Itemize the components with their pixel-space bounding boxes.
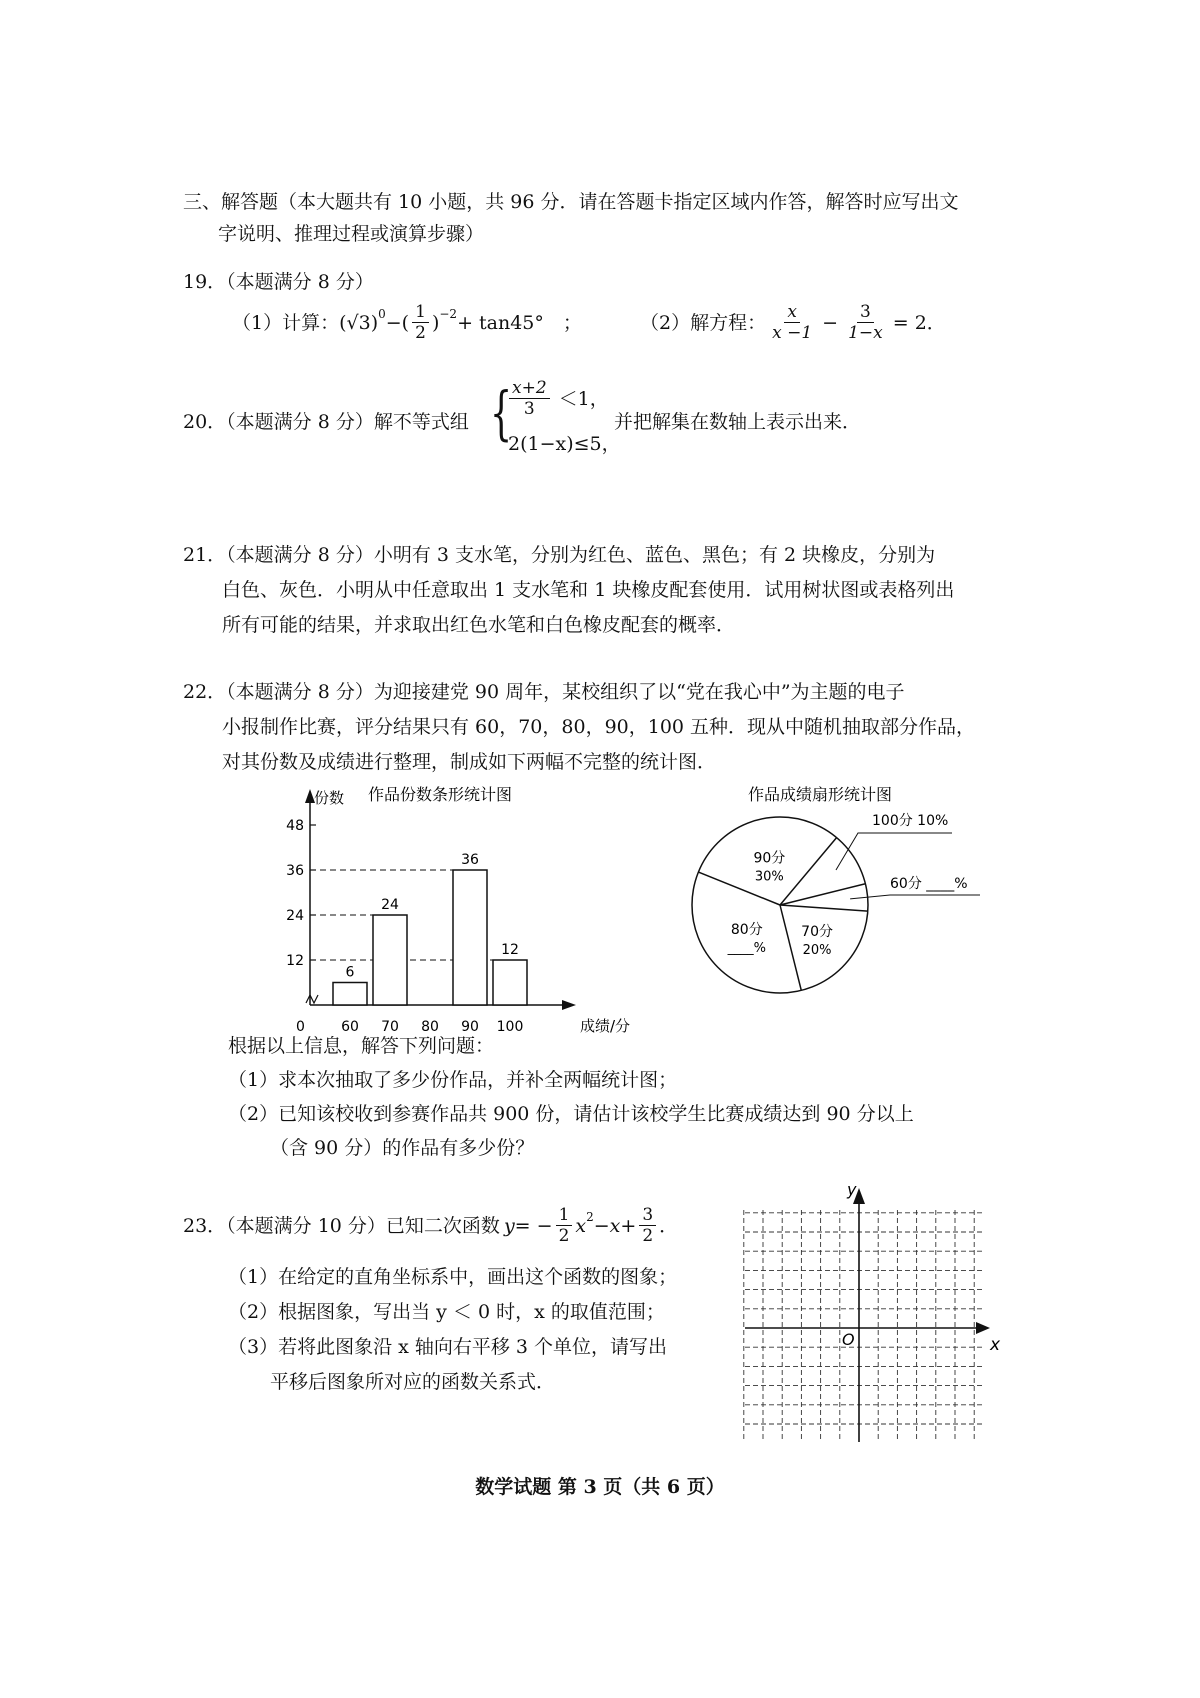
pie-callout-60 <box>850 895 980 899</box>
q20-ineq1-num: x+2 <box>509 378 550 399</box>
pie-chart-plot <box>692 813 980 993</box>
section-heading-line1: 三、解答题（本大题共有 10 小题，共 96 分．请在答题卡指定区域内作答，解答时应写出文 <box>183 191 959 213</box>
q19-number: 19．（本题满分 8 分） <box>183 271 374 293</box>
bar-origin-label: 0 <box>296 1019 305 1035</box>
bar-value-label: 36 <box>461 852 479 868</box>
bar-100 <box>493 960 527 1005</box>
origin-label: O <box>842 1330 855 1349</box>
q23-frac2 <box>639 1205 656 1246</box>
q22-line3: 对其份数及成绩进行整理，制成如下两幅不完整的统计图． <box>222 751 717 773</box>
bar-category-label: 80 <box>421 1019 439 1035</box>
q19-p2-label: （2）解方程： <box>640 311 767 334</box>
pie-label-80: 80分 <box>730 921 763 938</box>
pie-chart-title: 作品成绩扇形统计图 <box>747 785 893 804</box>
q23-mid: −x+ <box>593 1214 637 1237</box>
bar-ytick-label: 24 <box>286 908 304 924</box>
pie-pct-70: 20% <box>802 943 832 959</box>
q23-lead: 23．（本题满分 10 分）已知二次函数 <box>183 1214 500 1237</box>
bar-90 <box>453 870 487 1005</box>
q19-p1-label: （1）计算： <box>232 311 340 334</box>
q20-ineq1-tail: ＜1， <box>558 387 609 410</box>
pie-chart <box>680 775 980 1015</box>
bar-category-label: 70 <box>381 1019 399 1035</box>
q22-sub2b: （含 90 分）的作品有多少份？ <box>270 1137 535 1159</box>
q21-line3: 所有可能的结果，并求取出红色水笔和白色橡皮配套的概率． <box>222 614 736 636</box>
bar-value-label: 24 <box>381 897 399 913</box>
bar-60 <box>333 983 367 1006</box>
q23-end: ． <box>659 1214 679 1237</box>
q19-p2-minus: − <box>822 311 839 334</box>
q19-p2-f1-num: x <box>784 302 800 323</box>
q20-ineq2: 2(1−x)≤5， <box>508 433 621 455</box>
q23-f2-den: 2 <box>642 1226 654 1246</box>
q20-ineq1-den: 3 <box>523 399 535 419</box>
section-heading-line2: 字说明、推理过程或演算步骤） <box>218 223 485 245</box>
q19-p1-sqrt: (√3) <box>339 311 379 334</box>
bar-70 <box>373 915 407 1005</box>
bar-value-label: 6 <box>345 964 355 981</box>
q19-p2-frac1 <box>769 302 815 343</box>
q19-p1-tan: + tan45° ； <box>457 311 582 334</box>
q20-brace: { <box>490 379 513 447</box>
bar-axis-break <box>306 995 318 1003</box>
q19-p2-f2-num: 3 <box>857 302 874 323</box>
bar-chart <box>270 775 631 1035</box>
q20-ineq1 <box>506 378 609 419</box>
q21-line2: 白色、灰色．小明从中任意取出 1 支水笔和 1 块橡皮配套使用．试用树状图或表格列出 <box>222 579 955 601</box>
q22-sub1: （1）求本次抽取了多少份作品，并补全两幅统计图； <box>228 1069 678 1091</box>
bar-category-label: 100 <box>496 1019 524 1035</box>
q22-line2: 小报制作比赛，评分结果只有 60，70，80，90，100 五种．现从中随机抽取部分作品， <box>222 716 976 738</box>
page-footer: 数学试题 第 3 页（共 6 页） <box>475 1476 725 1498</box>
pie-label-70: 70分 <box>801 924 833 941</box>
bar-chart-title: 作品份数条形统计图 <box>367 785 513 804</box>
q19-p2-tail: = 2． <box>892 311 946 334</box>
q19-p1-fraction <box>412 302 429 343</box>
q19-p2-frac2 <box>845 302 886 343</box>
q20-lead: 20．（本题满分 8 分）解不等式组 <box>183 411 469 433</box>
q23-lead-line <box>183 1205 678 1246</box>
q19-p2-f1-den: x −1 <box>772 323 813 343</box>
bar-x-arrow <box>562 1000 576 1010</box>
pie-label-60: 60分 ____% <box>890 876 968 892</box>
q19-p1-frac-num: 1 <box>412 302 429 323</box>
bar-value-label: 12 <box>501 942 519 958</box>
q19-p1-frac-den: 2 <box>415 323 426 343</box>
q21-line1: 21．（本题满分 8 分）小明有 3 支水笔，分别为红色、蓝色、黑色；有 2 块橡皮，分别为 <box>183 544 936 566</box>
q23-f1-den: 2 <box>558 1226 570 1246</box>
q22-line1: 22．（本题满分 8 分）为迎接建党 90 周年，某校组织了以“党在我心中”为主题的电子 <box>183 681 905 703</box>
q19-p1-exp: −2 <box>439 307 458 321</box>
q23-sub1: （1）在给定的直角坐标系中，画出这个函数的图象； <box>228 1266 678 1288</box>
bar-category-label: 90 <box>461 1019 479 1035</box>
q23-sub3b: 平移后图象所对应的函数关系式． <box>270 1371 556 1393</box>
bar-ytick-label: 48 <box>286 818 304 834</box>
grid-lines <box>744 1210 985 1442</box>
q19-p1-exp0: 0 <box>378 307 386 321</box>
bar-xlabel: 成绩/分 <box>580 1017 631 1035</box>
q19-part2 <box>640 302 946 343</box>
bar-category-label: 60 <box>341 1019 359 1035</box>
q22-info: 根据以上信息，解答下列问题： <box>228 1035 495 1057</box>
q23-sub2: （2）根据图象，写出当 y ＜ 0 时，x 的取值范围； <box>228 1301 665 1323</box>
q19-p1-minus: −( <box>385 311 410 334</box>
q19-p1-paren: ) <box>431 311 440 334</box>
pie-label-90: 90分 <box>753 850 786 867</box>
q20-ineq1-frac <box>509 378 550 419</box>
bar-ytick-label: 36 <box>286 863 304 879</box>
q23-sub3a: （3）若将此图象沿 x 轴向右平移 3 个单位，请写出 <box>228 1336 668 1358</box>
q23-frac1 <box>556 1205 573 1246</box>
bar-ytick-label: 12 <box>286 953 304 969</box>
pie-pct-90: 30% <box>754 869 784 885</box>
q22-sub2a: （2）已知该校收到参赛作品共 900 份，请估计该校学生比赛成绩达到 90 分以上 <box>228 1103 914 1125</box>
y-axis-label: y <box>847 1180 857 1199</box>
q23-y-eq: y= − <box>503 1214 553 1237</box>
q19-p2-f2-den: 1−x <box>848 323 883 343</box>
q23-f1-num: 1 <box>556 1205 573 1226</box>
q23-x2-exp: 2 <box>586 1210 594 1224</box>
q20-tail: 并把解集在数轴上表示出来． <box>614 411 862 433</box>
bar-chart-plot <box>286 789 630 1035</box>
q19-part1 <box>232 302 582 343</box>
bar-ylabel: 份数 <box>314 789 345 807</box>
x-axis-label: x <box>990 1335 1001 1355</box>
q23-f2-num: 3 <box>639 1205 656 1226</box>
pie-pct-80: ____% <box>727 940 766 956</box>
x-axis-arrow <box>976 1322 990 1334</box>
pie-label-100: 100分 10% <box>872 813 949 829</box>
coordinate-grid <box>735 1180 1005 1450</box>
q23-x2: x <box>575 1214 587 1237</box>
